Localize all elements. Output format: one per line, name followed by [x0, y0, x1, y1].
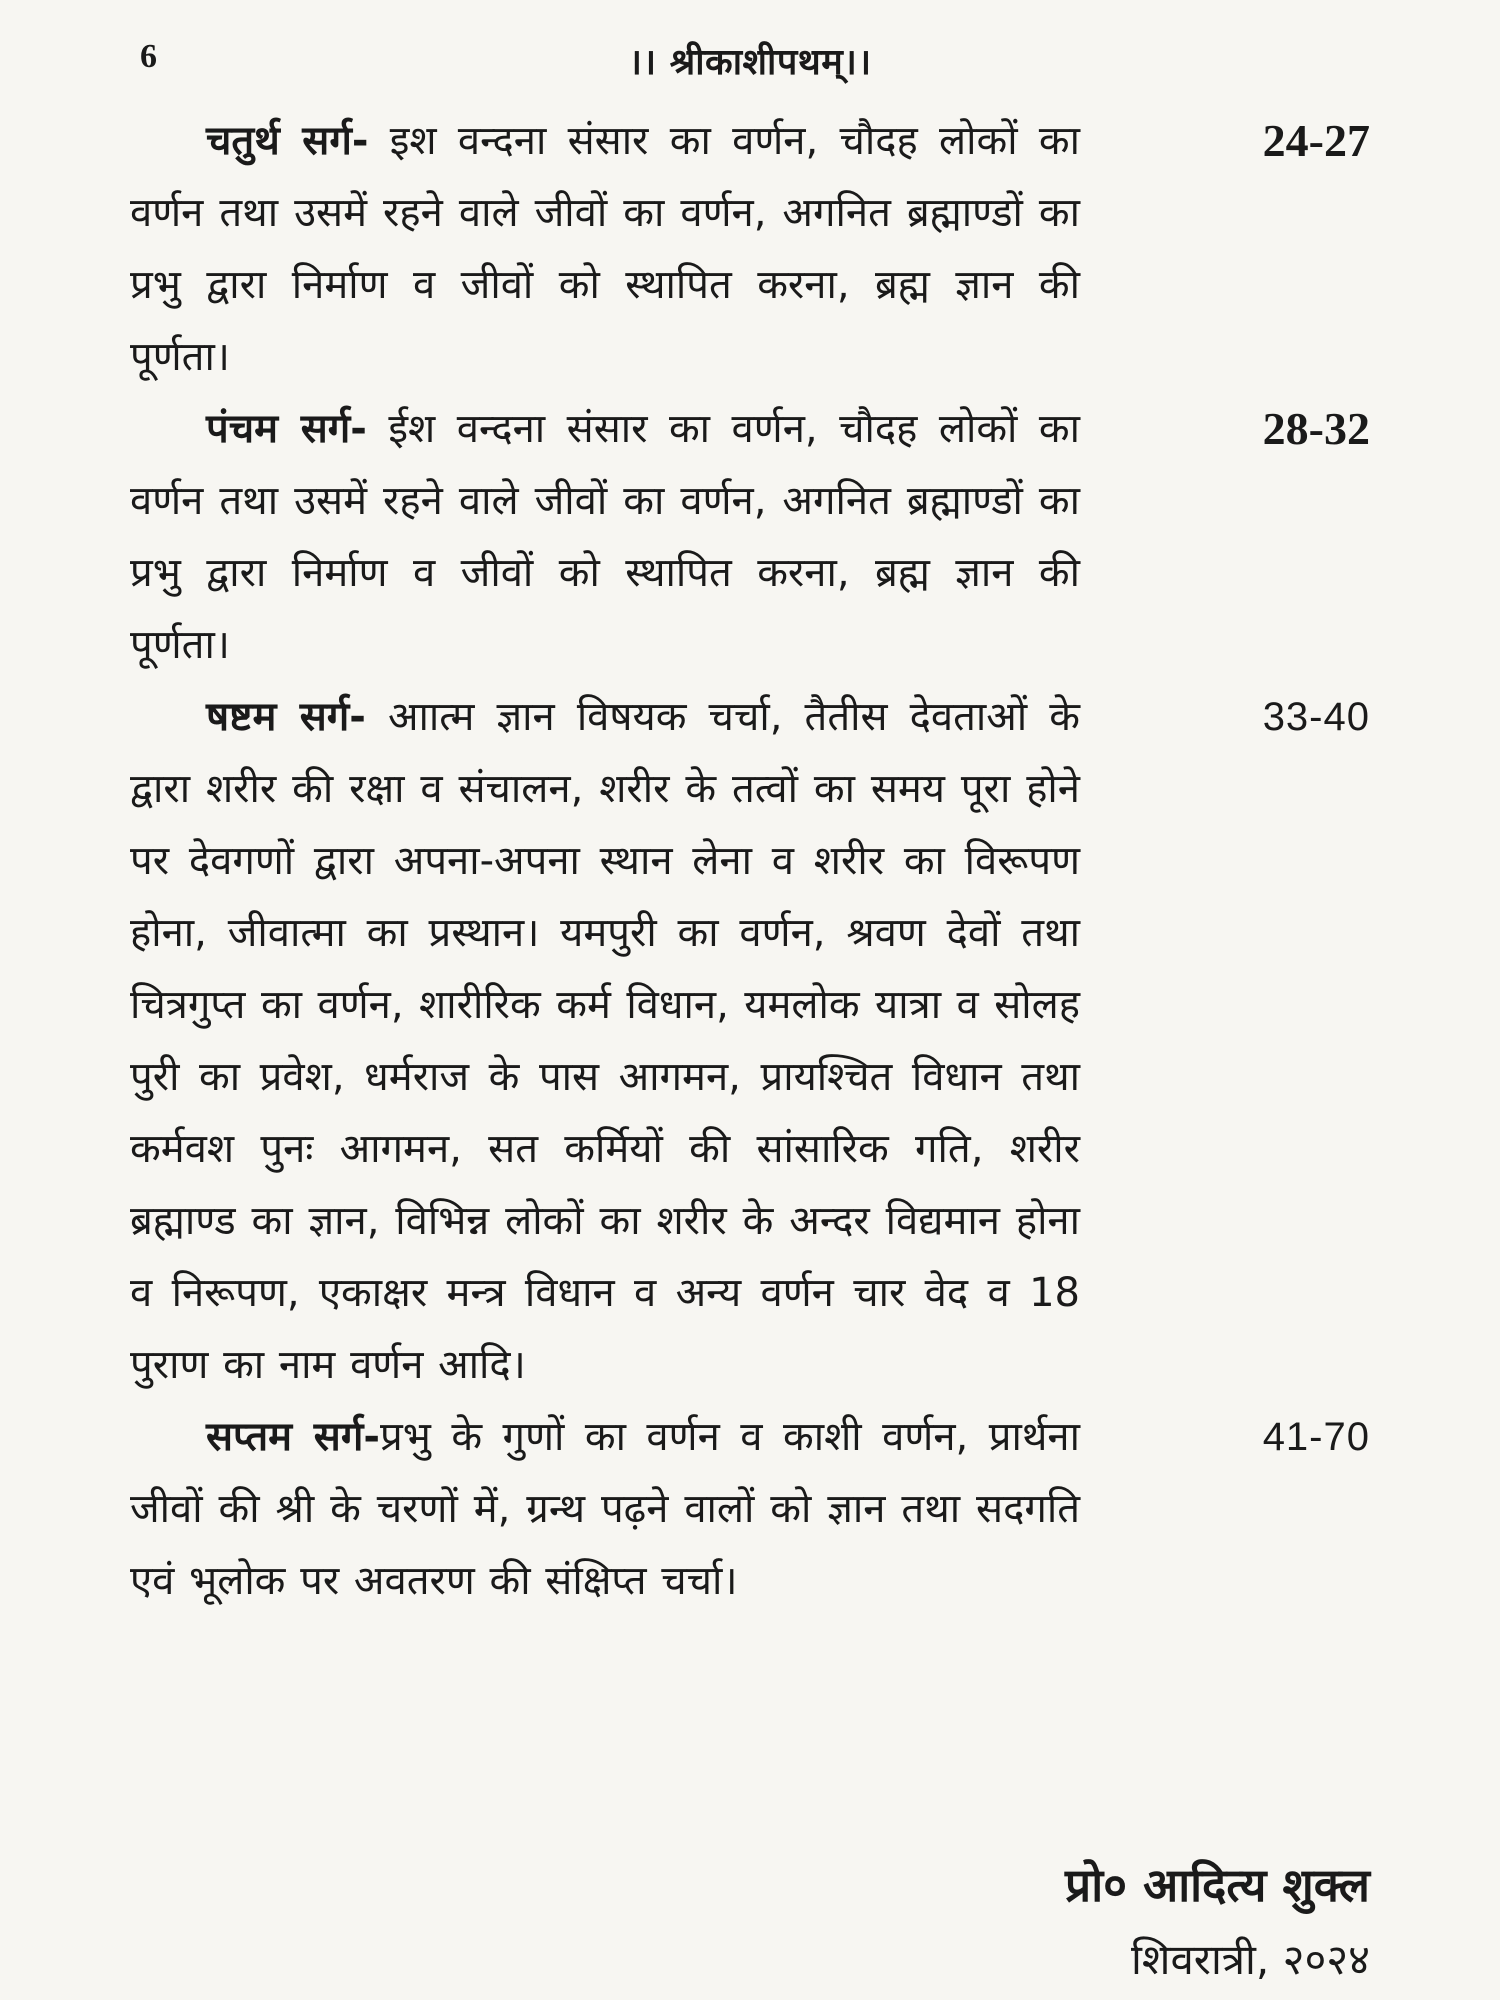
entry-body: प्रभु के गुणों का वर्णन व काशी वर्णन, प्रार्थना जीवों की श्री के चरणों में, ग्रन्थ पढ़ने वालों को ज्ञान तथा सदगति एवं भूलोक पर अवतरण की संक्षिप्त चर्चा।	[130, 1414, 1080, 1604]
contents-entry-saptam	[130, 1401, 1370, 1617]
entry-page-range: 24-27	[1262, 115, 1370, 166]
entry-description	[130, 1401, 1080, 1617]
entry-body: इश वन्दना संसार का वर्णन, चौदह लोकों का वर्णन तथा उसमें रहने वाले जीवों का वर्णन, अगनित ब्रह्माण्डों का प्रभु द्वारा निर्माण व जीवों को स्थापित करना, ब्रह्म ज्ञान की पूर्णता।	[130, 118, 1080, 380]
signature-date: शिवरात्री, २०२४	[1131, 1935, 1370, 1984]
entry-description	[130, 681, 1080, 1401]
entry-description	[130, 105, 1080, 393]
entry-title: षष्टम सर्ग-	[206, 694, 366, 740]
entry-title: चतुर्थ सर्ग-	[206, 118, 369, 164]
entry-description	[130, 393, 1080, 681]
entry-page-range: 41-70	[1262, 1415, 1370, 1459]
page-number: 6	[140, 38, 157, 75]
entry-body: ईश वन्दना संसार का वर्णन, चौदह लोकों का वर्णन तथा उसमें रहने वाले जीवों का वर्णन, अगनित ब्रह्माण्डों का प्रभु द्वारा निर्माण व जीवों को स्थापित करना, ब्रह्म ज्ञान की पूर्णता।	[130, 406, 1080, 668]
running-title: ।। श्रीकाशीपथम्।।	[628, 42, 872, 83]
entry-page-range: 33-40	[1262, 695, 1370, 739]
contents-entry-shashtam	[130, 681, 1370, 1401]
contents-list	[130, 105, 1370, 1617]
entry-title: पंचम सर्ग-	[206, 406, 367, 452]
entry-body: आात्म ज्ञान विषयक चर्चा, तैतीस देवताओं के द्वारा शरीर की रक्षा व संचालन, शरीर के तत्वों का समय पूरा होने पर देवगणों द्वारा अपना-अपना स्थान लेना व शरीर का विरूपण होना, जीवात्मा का प्रस्थान। यमपुरी का वर्णन, श्रवण देवों तथा चित्रगुप्त का वर्णन, शारीरिक कर्म विधान, यमलोक यात्रा व सोलह पुरी का प्रवेश, धर्मराज के पास आगमन, प्रायश्चित विधान तथा कर्मवश पुनः आगमन, सत कर्मियों की सांसारिक गति, शरीर ब्रह्माण्ड का ज्ञान, विभिन्न लोकों का शरीर के अन्दर विद्यमान होना व निरूपण, एकाक्षर मन्त्र विधान व अन्य वर्णन चार वेद व 18 पुराण का नाम वर्णन आदि।	[130, 694, 1080, 1388]
contents-entry-chaturth	[130, 105, 1370, 393]
author-name: प्रो० आदित्य शुक्ल	[1065, 1858, 1370, 1912]
entry-page-range: 28-32	[1262, 403, 1370, 454]
author-signature-block	[1065, 1850, 1370, 2000]
contents-entry-pancham	[130, 393, 1370, 681]
entry-title: सप्तम सर्ग-	[206, 1414, 380, 1460]
